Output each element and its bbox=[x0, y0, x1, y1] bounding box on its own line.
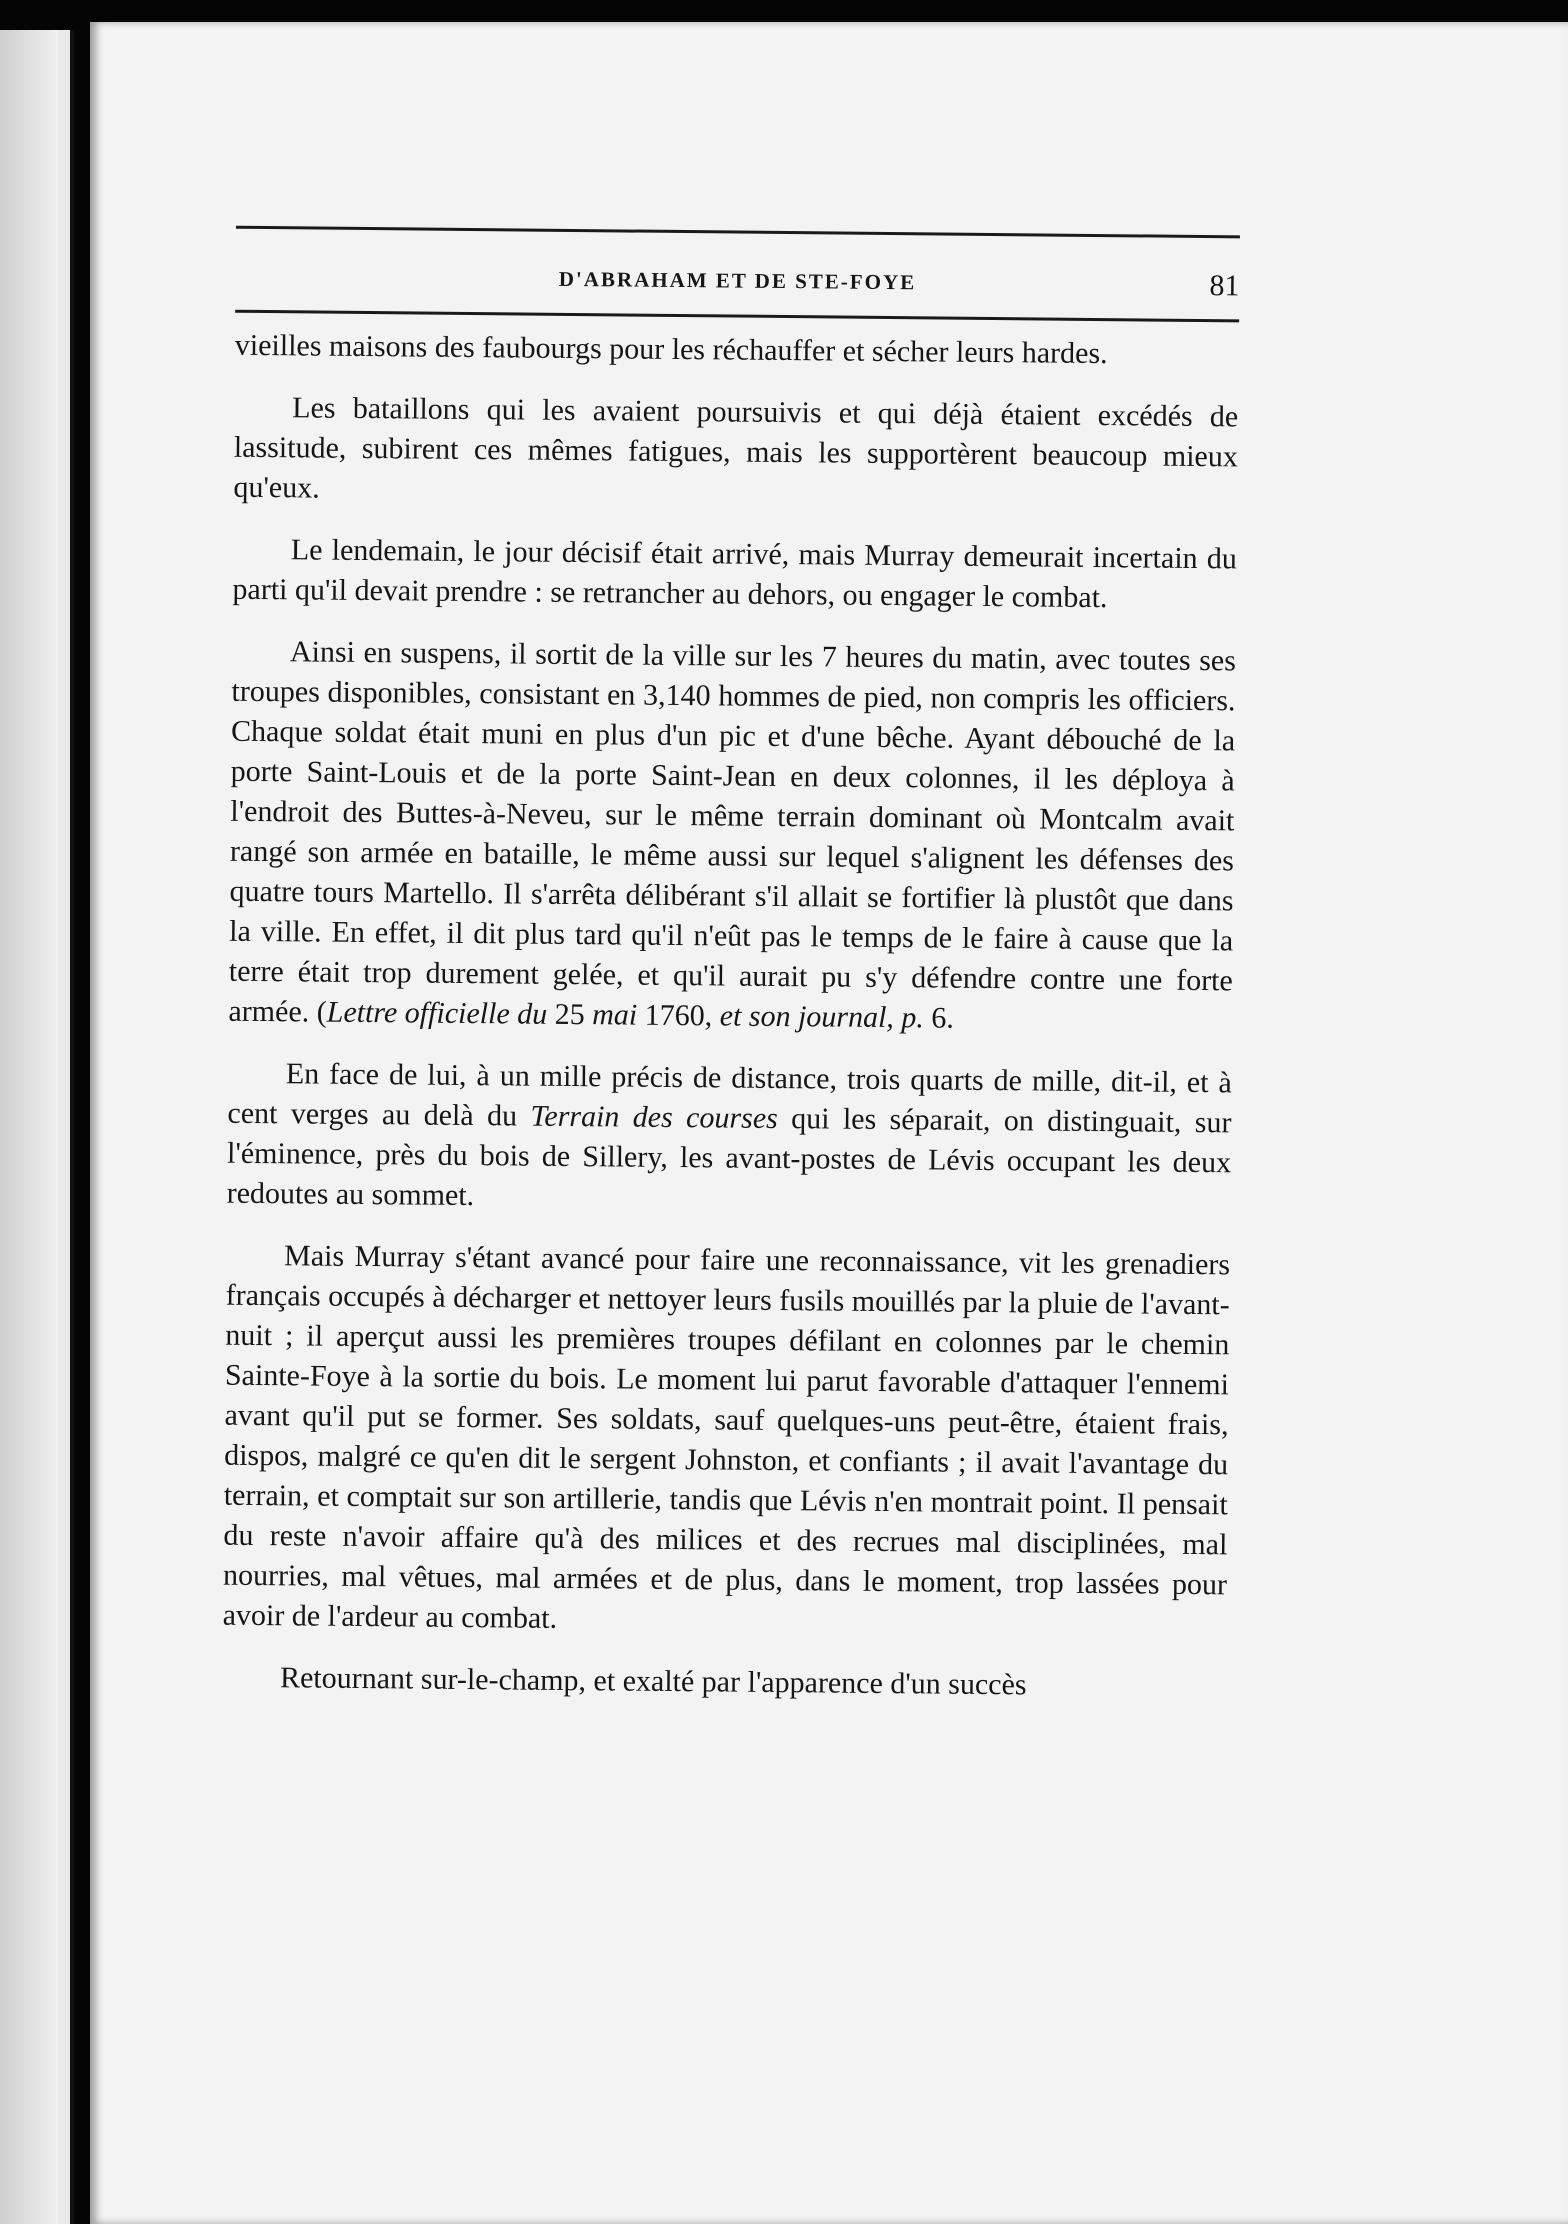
facing-page-edge-shading bbox=[0, 30, 58, 2224]
citation-open: ( bbox=[316, 995, 327, 1029]
citation-plain: 25 bbox=[547, 997, 593, 1032]
paragraph: Les bataillons qui les avaient poursuivis et qui déjà étaient excédés de lassitude, subirent ces mêmes fatigues, mais les supportèrent beaucoup mieux qu'eux. bbox=[233, 391, 1239, 505]
page-number: 81 bbox=[1209, 269, 1240, 303]
citation-plain: 1760, bbox=[637, 998, 720, 1033]
body-text bbox=[222, 326, 1239, 1730]
paragraph: Le lendemain, le jour décisif était arrivé, mais Murray demeurait incertain du parti qu'il devait prendre : se retrancher au dehors, ou engager le combat. bbox=[232, 533, 1238, 615]
paragraph-text: Ainsi en suspens, il sortit de la ville sur les 7 heures du matin, avec toutes ses troupes disponibles, consistant en 3,140 hommes de pied, non compris les officiers. Chaque soldat était muni en plus d'un pic et d'une bêche. Ayant débouché de la porte Saint-Louis et de la porte Saint-Jean en deux colonnes, il les déploya à l'endroit des Buttes-à-Neveu, sur le même terrain dominant où Montcalm avait rangé son armée en bataille, le même aussi sur lequel s'alignent les défenses des quatre tours Martello. Il s'arrêta délibérant s'il allait se fortifier là plustôt que dans la ville. En effet, il dit plus tard qu'il n'eût pas le temps de le faire à cause que la terre était trop durement gelée, et qu'il aurait pu s'y défendre contre une forte armée. bbox=[228, 635, 1237, 1029]
facing-page-edge bbox=[0, 30, 74, 2224]
paragraph-continuation: vieilles maisons des faubourgs pour les réchauffer et sécher leurs hardes. bbox=[234, 328, 1108, 371]
paragraph: Mais Murray s'étant avancé pour faire une reconnaissance, vit les grenadiers français occupés à décharger et nettoyer leurs fusils mouillés par la pluie de l'avant-nuit ; il aperçut aussi les premières troupes défilant en colonnes par le chemin Sainte-Foye à la sortie du bois. Le moment lui parut favorable d'attaquer l'ennemi avant qu'il put se former. Ses soldats, sauf quelques-uns peut-être, étaient frais, dispos, malgré ce qu'en dit le sergent Johnston, et confiants ; il avait l'avantage du terrain, et comptait sur son artillerie, tandis que Lévis n'en montrait point. Il pensait du reste n'avoir affaire qu'à des milices et des recrues mal disciplinées, mal nourries, mal vêtues, mal armées et de plus, dans le moment, trop lassées pour avoir de l'ardeur au combat. bbox=[222, 1239, 1231, 1635]
citation-italic: Lettre officielle du bbox=[326, 995, 548, 1031]
paragraph-italic-text: Terrain des courses bbox=[530, 1099, 778, 1135]
running-title: D'ABRAHAM ET DE STE-FOYE bbox=[558, 266, 917, 295]
citation-italic: mai bbox=[592, 998, 638, 1032]
citation-close: 6. bbox=[923, 1001, 955, 1035]
paragraph-text: qui les séparait, on distinguait, sur l'éminence, près du bois de Sillery, les avant-postes de Lévis occupant les deux redoutes au sommet. bbox=[226, 1101, 1232, 1213]
paragraph-text: En face de lui, à un mille précis de distance, trois quarts de mille, dit-il, et à cent verges au delà du bbox=[227, 1057, 1232, 1133]
citation-italic: et son journal, p. bbox=[719, 999, 925, 1035]
paragraph-with-citation bbox=[228, 632, 1236, 1042]
paragraph bbox=[227, 1054, 1232, 1224]
paragraph-cut-off: Retournant sur-le-champ, et exalté par l'apparence d'un succès bbox=[279, 1661, 1027, 1702]
